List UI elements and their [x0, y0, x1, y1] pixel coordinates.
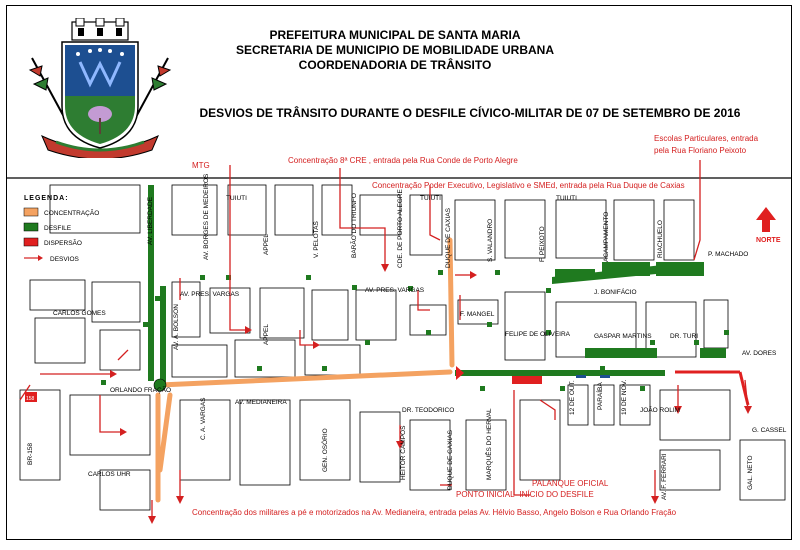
- street-riachuelo: RIACHUELO: [657, 220, 664, 258]
- map-title: DESVIOS DE TRÂNSITO DURANTE O DESFILE CÍVICO-MILITAR DE 07 DE SETEMBRO DE 2016: [199, 106, 741, 120]
- street-br158: BR-158: [27, 442, 34, 465]
- street-appel-2: APPEL: [263, 324, 270, 345]
- street-carlos-uhr: CARLOS UHR: [88, 471, 131, 478]
- note-military: Concentração dos militares a pé e motorizados na Av. Medianeira, entrada pelas Av. Hélvio Basso, Angelo Bolson e Rua Orlando Fração: [192, 508, 677, 517]
- palanque-marker: [512, 376, 542, 384]
- street-gaspar: GASPAR MARTINS: [594, 333, 652, 340]
- street-ferrari: AV. F. FERRARI: [661, 453, 668, 500]
- street-felipe: FELIPE DE OLIVEIRA: [505, 331, 571, 338]
- street-carlos-gomes: CARLOS GOMES: [53, 310, 106, 317]
- legend-detour-arrow-icon: [38, 255, 43, 261]
- street-barao: BARÃO DO TRIUNFO: [351, 193, 358, 258]
- note-cre: Concentração 8ª CRE , entrada pela Rua Conde de Porto Alegre: [288, 156, 518, 165]
- street-mangel: F. MANGEL: [460, 311, 495, 318]
- start-point-arrow: [456, 366, 464, 380]
- note-escolas-line-2: pela Rua Floriano Peixoto: [654, 146, 747, 155]
- street-peixoto: F. PEIXOTO: [539, 226, 546, 262]
- street-bonifacio: J. BONIFÁCIO: [594, 289, 637, 296]
- street-cassel: G. CASSEL: [752, 427, 787, 434]
- header-line-3: COORDENADORIA DE TRÂNSITO: [298, 58, 492, 72]
- street-paraiba: PARAÍBA: [597, 382, 604, 410]
- legend-title: LEGENDA:: [24, 195, 69, 202]
- street-gal-neto: GAL. NETO: [747, 455, 754, 490]
- street-turi: DR. TURI: [670, 333, 699, 340]
- note-mtg: MTG: [192, 161, 210, 170]
- street-dores: AV. DORES: [742, 350, 777, 357]
- street-pres-vargas-2: AV. PRES. VARGAS: [365, 287, 425, 294]
- header-line-2: SECRETARIA DE MUNICIPIO DE MOBILIDADE URBANA: [235, 43, 554, 57]
- note-palanque: PALANQUE OFICIAL: [532, 479, 609, 488]
- street-duque: DUQUE DE CAXIAS: [445, 208, 452, 268]
- legend-label-concentration: CONCENTRAÇÃO: [44, 210, 100, 217]
- legend-swatch-parade: [24, 223, 38, 231]
- legend-label-parade: DESFILE: [44, 225, 72, 232]
- street-valandro: S. VALANDRO: [487, 218, 494, 262]
- street-tuiuti-3: TUIUTI: [556, 195, 577, 202]
- street-machado: P. MACHADO: [708, 251, 749, 258]
- street-tuiuti-1: TUIUTI: [226, 195, 247, 202]
- legend-label-dispersal: DISPERSÃO: [44, 240, 82, 247]
- street-medianeira: AV. MEDIANEIRA: [235, 399, 287, 406]
- street-appel-1: APPEL: [263, 234, 270, 255]
- street-duque-2: DUQUE DE CAXIAS: [447, 430, 454, 490]
- street-tuiuti-2: TUIUTI: [420, 195, 441, 202]
- street-conde: CDE. DE PORTO ALEGRE: [397, 189, 404, 268]
- street-novembro: 19 DE NOV.: [621, 379, 628, 415]
- highway-shield-number: 158: [26, 396, 35, 402]
- note-executive: Concentração Poder Executivo, Legislativo e SMEd, entrada pela Rua Duque de Caxias: [372, 181, 685, 190]
- street-herval: MARQUÊS DO HERVAL: [486, 408, 493, 480]
- north-arrow-icon: [756, 207, 776, 232]
- street-borges: AV. BORGES DE MEDEIROS: [203, 173, 210, 260]
- street-pres-vargas-1: AV. PRES. VARGAS: [180, 291, 240, 298]
- street-bolson: AV. A. BOLSON: [173, 304, 180, 350]
- street-ca-vargas: C. A. VARGAS: [200, 397, 207, 440]
- header-line-1: PREFEITURA MUNICIPAL DE SANTA MARIA: [269, 28, 521, 42]
- note-start-point: PONTO INICIAL- INÍCIO DO DESFILE: [456, 490, 594, 499]
- legend-swatch-concentration: [24, 208, 38, 216]
- legend-swatch-dispersal: [24, 238, 38, 246]
- street-outubro: 12 DE OUT.: [569, 380, 576, 415]
- north-label: NORTE: [756, 237, 781, 244]
- street-gen-osorio: GEN. OSÓRIO: [322, 428, 329, 472]
- street-orlando: ORLANDO FRAÇÃO: [110, 387, 172, 394]
- street-heitor: HEITOR CAMPOS: [400, 425, 407, 480]
- street-liberdade: AV. LIBERDADE: [147, 196, 154, 245]
- street-acampamento: ACAMPAMENTO: [603, 211, 610, 262]
- street-teodorico: DR. TEODORICO: [402, 407, 455, 414]
- street-pelotas: V. PELOTAS: [313, 221, 320, 258]
- street-joao-rolim: JOÃO ROLIM: [640, 407, 681, 414]
- legend-label-detour: DESVIOS: [50, 256, 79, 263]
- note-escolas-line-1: Escolas Particulares, entrada: [654, 134, 759, 143]
